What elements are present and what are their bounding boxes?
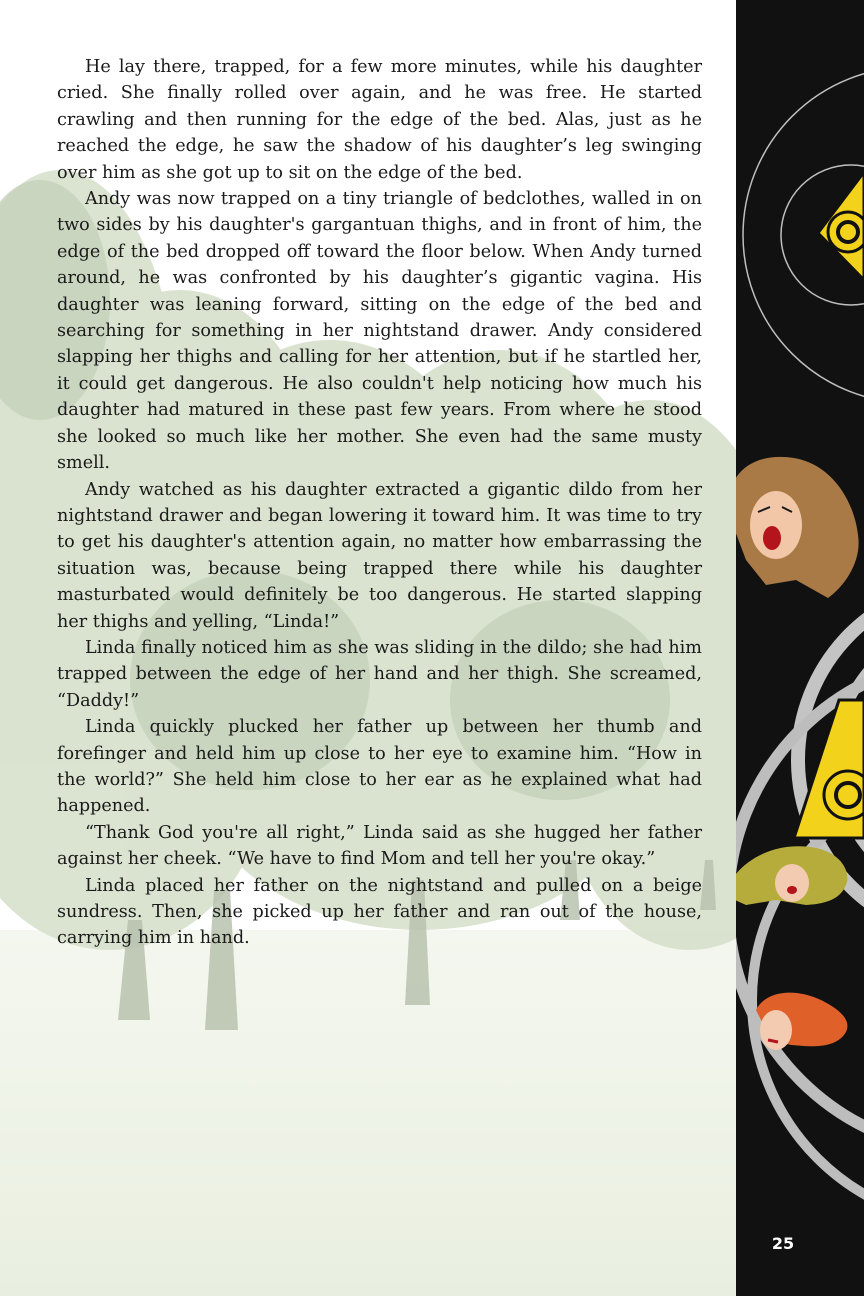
paragraph: Andy watched as his daughter extracted a gigantic dildo from her nightstand drawer and began lowering it toward him. It was time to try to get his daughter's attention again, no matter how embarrassing the situation was, because being trapped there while his daughter masturbated would definitely be too dangerous. He started slapping her thighs and yelling, “Linda!” [57, 479, 702, 632]
decorative-sidebar [736, 0, 864, 1296]
blonde-woman-icon [736, 846, 847, 905]
paragraph: Linda finally noticed him as she was sliding in the dildo; she had him trapped between the edge of her hand and her thigh. She screamed, “Daddy!” [57, 637, 702, 711]
paragraph: Linda quickly plucked her father up between her thumb and forefinger and held him up close to her eye to examine him. “How in the world?” She held him close to her ear as he explained what had happened. [57, 717, 702, 817]
biohazard-icon-top [818, 172, 864, 280]
paragraph: Andy was now trapped on a tiny triangle of bedclothes, walled in on two sides by his daughter's gargantuan thighs, and in front of him, the edge of the bed dropped off toward the floor below. When Andy turned around, he was confronted by his daughter’s gigantic vagina. His daughter was leaning forward, sitting on the edge of the bed and searching for something in her nightstand drawer. Andy considered slapping her thighs and calling for her attention, but if he startled her, it could get dangerous. He also couldn't help noticing how much his daughter had matured in these past few years. From where he stood she looked so much like her mother. She even had the same musty smell. [57, 189, 702, 474]
page-number: 25 [771, 1234, 795, 1253]
body-text [57, 54, 702, 952]
paragraph: “Thank God you're all right,” Linda said as she hugged her father against her cheek. “We have to find Mom and tell her you're okay.” [57, 822, 702, 870]
paragraph: Linda placed her father on the nightstand and pulled on a beige sundress. Then, she picked up her father and ran out of the house, carrying him in hand. [57, 875, 702, 949]
screaming-woman-icon [736, 457, 859, 598]
redhead-woman-icon [756, 993, 847, 1050]
paragraph: He lay there, trapped, for a few more minutes, while his daughter cried. She finally rolled over again, and he was free. He started crawling and then running for the edge of the bed. Alas, just as he reached the edge, he saw the shadow of his daughter’s leg swinging over him as she got up to sit on the edge of the bed. [57, 57, 702, 183]
sidebar-artwork [736, 0, 864, 1296]
